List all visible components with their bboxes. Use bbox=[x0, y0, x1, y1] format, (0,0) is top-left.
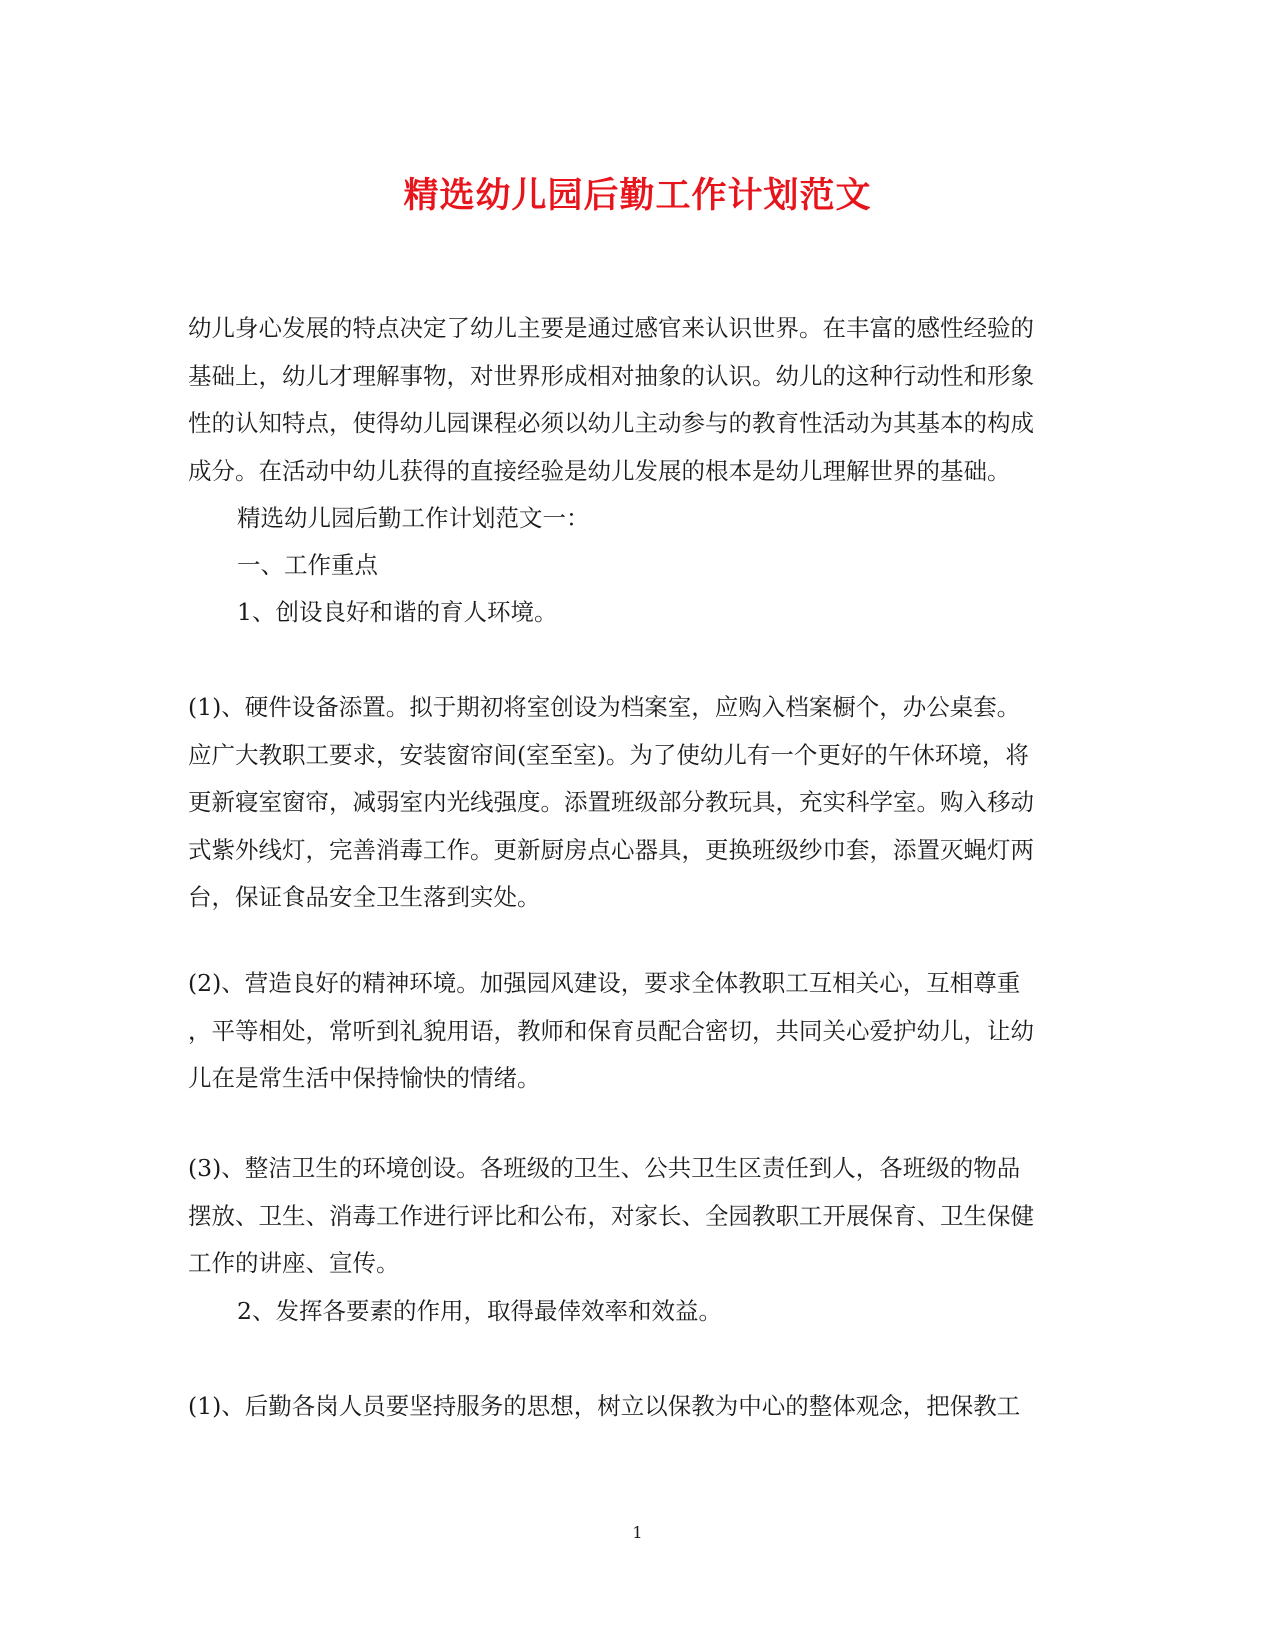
page-number: 1 bbox=[632, 1523, 643, 1542]
section-heading: 一、工作重点 bbox=[237, 551, 378, 579]
text-line: 工作的讲座、宣传。 bbox=[188, 1249, 400, 1277]
text-line: 成分。在活动中幼儿获得的直接经验是幼儿发展的根本是幼儿理解世界的基础。 bbox=[188, 456, 1011, 485]
sample-subtitle: 精选幼儿园后勤工作计划范文一： bbox=[237, 504, 590, 532]
text-line: (2)、营造良好的精神环境。加强园风建设，要求全体教职工互相关心，互相尊重 bbox=[188, 969, 1021, 997]
item-heading: 1、创设良好和谐的育人环境。 bbox=[237, 598, 558, 626]
text-line: 式紫外线灯，完善消毒工作。更新厨房点心器具，更换班级纱巾套，添置灭蝇灯两 bbox=[188, 835, 1034, 864]
sub-item-paragraph bbox=[188, 960, 1088, 1103]
item-heading: 2、发挥各要素的作用，取得最倖效率和效益。 bbox=[237, 1297, 722, 1325]
text-line: (3)、整洁卫生的环境创设。各班级的卫生、公共卫生区责任到人，各班级的物品 bbox=[188, 1154, 1021, 1182]
sub-item-paragraph bbox=[188, 684, 1088, 922]
text-line: 更新寝室窗帘，减弱室内光线强度。添置班级部分教玩具，充实科学室。购入移动 bbox=[188, 788, 1034, 816]
sub-item-paragraph bbox=[188, 1145, 1088, 1288]
text-line: 应广大教职工要求，安装窗帘间(室至室)。为了使幼儿有一个更好的午休环境，将 bbox=[188, 740, 1029, 769]
text-line: 儿在是常生活中保持愉快的情绪。 bbox=[188, 1064, 541, 1092]
text-line: 幼儿身心发展的特点决定了幼儿主要是通过感官来认识世界。在丰富的感性经验的 bbox=[188, 314, 1034, 342]
intro-paragraph bbox=[188, 305, 1088, 495]
text-line: ，平等相处，常听到礼貌用语，教师和保育员配合密切，共同关心爱护幼儿，让幼 bbox=[188, 1016, 1034, 1045]
sub-item-paragraph bbox=[188, 1383, 1088, 1431]
document-title: 精选幼儿园后勤工作计划范文 bbox=[403, 175, 872, 216]
text-line: 摆放、卫生、消毒工作进行评比和公布，对家长、全园教职工开展保育、卫生保健 bbox=[188, 1201, 1034, 1230]
text-line: 台，保证食品安全卫生落到实处。 bbox=[188, 883, 541, 911]
text-line: 基础上，幼儿才理解事物，对世界形成相对抽象的认识。幼儿的这种行动性和形象 bbox=[188, 361, 1034, 390]
text-line: (1)、硬件设备添置。拟于期初将室创设为档案室，应购入档案橱个，办公桌套。 bbox=[188, 693, 1021, 721]
text-line: (1)、后勤各岗人员要坚持服务的思想，树立以保教为中心的整体观念，把保教工 bbox=[188, 1392, 1021, 1420]
text-line: 性的认知特点，使得幼儿园课程必须以幼儿主动参与的教育性活动为其基本的构成 bbox=[188, 409, 1034, 437]
